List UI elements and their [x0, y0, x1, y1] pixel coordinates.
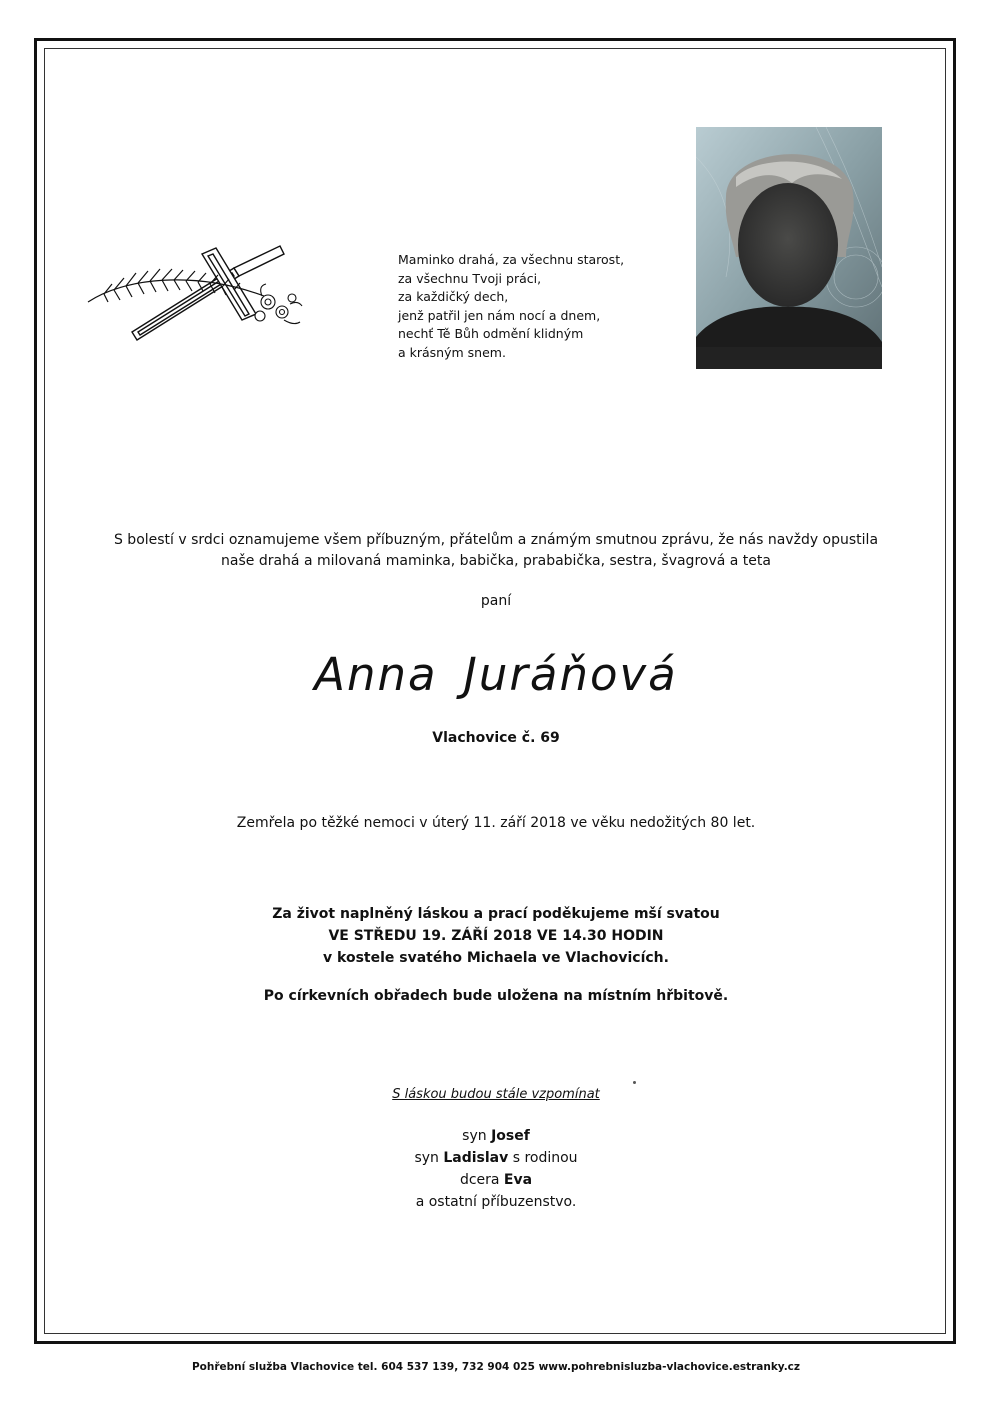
- mourner-relation: syn: [414, 1150, 444, 1166]
- memorial-verse: [398, 251, 698, 362]
- last-name: Juráňová: [463, 648, 678, 701]
- mourner-name: Ladislav: [443, 1150, 509, 1166]
- mourner-relation: a ostatní příbuzenstvo.: [415, 1194, 577, 1210]
- verse-line: za každičký dech,: [398, 289, 509, 304]
- cross-with-palm-branch-icon: [84, 244, 310, 344]
- funeral-details: [0, 903, 992, 969]
- address: Vlachovice č. 69: [432, 730, 560, 746]
- funeral-line: VE STŘEDU 19. ZÁŘÍ 2018 VE 14.30 HODIN: [328, 928, 664, 944]
- deceased-name: [0, 648, 992, 701]
- mourner-name: Josef: [491, 1128, 530, 1144]
- mourner-relation: dcera: [459, 1172, 504, 1188]
- announcement-line: naše drahá a milovaná maminka, babička, prababička, sestra, švagrová a teta: [221, 553, 771, 569]
- first-name: Anna: [314, 648, 438, 701]
- announcement: [0, 530, 992, 572]
- funeral-line: Za život naplněný láskou a prací poděkujeme mší svatou: [272, 906, 720, 922]
- death-notice: Zemřela po těžké nemoci v úterý 11. září 2018 ve věku nedožitých 80 let.: [236, 815, 756, 831]
- mourner-line: [0, 1169, 992, 1191]
- mourner-line: [0, 1191, 992, 1213]
- mourner-name: Eva: [503, 1172, 533, 1188]
- verse-line: za všechnu Tvoji práci,: [398, 270, 542, 286]
- memory-heading: S láskou budou stále vzpomínat: [392, 1087, 600, 1102]
- announcement-line: S bolestí v srdci oznamujeme všem příbuzným, přátelům a známým smutnou zprávu, že nás navždy opustila: [113, 532, 879, 548]
- funeral-service-footer: Pohřební služba Vlachovice tel. 604 537 139, 732 904 025 www.pohrebnisluzba-vlachovice.estranky.cz: [191, 1361, 801, 1373]
- burial-notice: Po církevních obřadech bude uložena na místním hřbitově.: [263, 988, 729, 1004]
- mourners-list: [0, 1125, 992, 1213]
- honorific: paní: [480, 593, 512, 609]
- mourner-suffix: s rodinou: [508, 1150, 578, 1166]
- mourner-line: [0, 1147, 992, 1169]
- verse-line: jenž patřil jen nám nocí a dnem,: [398, 307, 601, 323]
- funeral-line: v kostele svatého Michaela ve Vlachovicích.: [323, 950, 669, 966]
- portrait-photo: [696, 127, 882, 369]
- mourner-relation: syn: [462, 1128, 492, 1144]
- mourner-line: [0, 1125, 992, 1147]
- verse-line: nechť Tě Bůh odmění klidným: [398, 326, 584, 341]
- stray-dot: [633, 1081, 636, 1084]
- verse-line: Maminko drahá, za všechnu starost,: [398, 252, 625, 267]
- verse-line: a krásným snem.: [398, 344, 506, 360]
